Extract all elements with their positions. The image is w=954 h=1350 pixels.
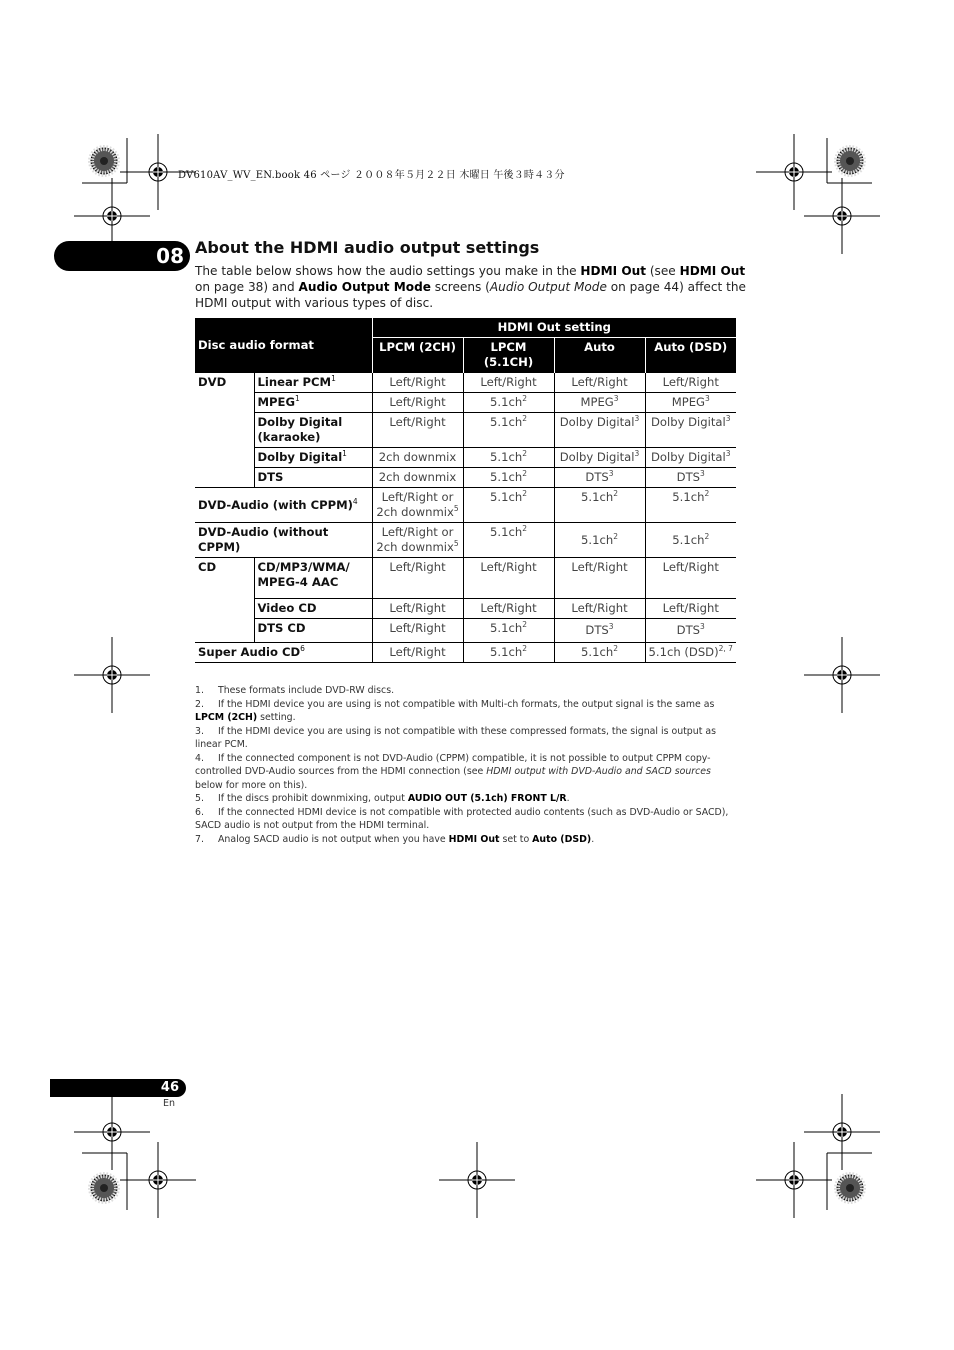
star-target-bottom-right (837, 1175, 863, 1201)
row-format: DTS (254, 468, 372, 488)
row-format: Dolby Digital (karaoke) (254, 413, 372, 448)
header-auto: Auto (554, 338, 645, 373)
footnotes (195, 684, 741, 846)
cell-value: Left/Right or 2ch downmix$^5$ (372, 488, 463, 523)
page-number-tab (50, 1079, 186, 1097)
table-row (195, 373, 736, 393)
cell-value: Left/Right (372, 393, 463, 413)
chapter-number: 08 (156, 244, 184, 268)
header-auto-dsd: Auto (DSD) (645, 338, 736, 373)
language-code: En (163, 1098, 176, 1109)
cell-value: Left/Right (372, 558, 463, 599)
table-row (195, 523, 736, 558)
reg-mark (439, 1142, 515, 1218)
cell-value: Dolby Digital$^3$ (554, 413, 645, 448)
cell-value: $5.1ch^2$ (554, 643, 645, 663)
table-row (195, 558, 736, 599)
footnote-4: 4. If the connected component is not DVD-Audio (CPPM) compatible, it is not possible to output CPPM copy-controlled DVD-Audio sources from the HDMI connection (see HDMI output with DVD-Audio and SACD sources below for more on this). (195, 752, 711, 791)
cell-value: DTS$^3$ (645, 468, 736, 488)
cell-value: Left/Right (645, 558, 736, 599)
row-format: Linear PCM$^1$ (254, 373, 372, 393)
cell-value: MPEG$^3$ (645, 393, 736, 413)
reg-mark (804, 637, 880, 713)
page-number: 46 (160, 1080, 179, 1095)
row-category: DVD (195, 373, 254, 488)
cell-value: $5.1ch^2$ (463, 619, 554, 643)
cell-value: DTS$^3$ (645, 619, 736, 643)
star-target-bottom-left (91, 1175, 117, 1201)
table-row (195, 488, 736, 523)
cell-value: 5.1ch (DSD)$^{2, 7}$ (645, 643, 736, 663)
cell-value: Left/Right (554, 599, 645, 619)
cell-value: DTS$^3$ (554, 619, 645, 643)
cell-value: Left/Right (554, 558, 645, 599)
star-target-top-right (837, 148, 863, 174)
footnote-1: 1. These formats include DVD-RW discs. (195, 685, 395, 696)
row-category: CD (195, 558, 254, 643)
cell-value: Left/Right (372, 413, 463, 448)
cell-value: $5.1ch^2$ (554, 488, 645, 523)
row-category: DVD-Audio (without CPPM) (195, 523, 372, 558)
book-header-line: DV610AV_WV_EN.book 46 ページ ２００８年５月２２日 木曜日 午後３時４３分 (178, 170, 565, 181)
cell-value: Left/Right (554, 373, 645, 393)
cell-value: Left/Right (372, 619, 463, 643)
cell-value: Left/Right (372, 599, 463, 619)
table-row (195, 448, 736, 468)
reg-mark (804, 178, 880, 254)
table-row (195, 619, 736, 643)
row-category: Super Audio $CD^6$ (195, 643, 372, 663)
cell-value: Left/Right (463, 373, 554, 393)
reg-mark (74, 1094, 150, 1170)
cell-value: $5.1ch^2$ (463, 643, 554, 663)
footnote-2: 2. If the HDMI device you are using is not compatible with Multi-ch formats, the output signal is the same as LPCM (2CH) setting. (195, 698, 715, 723)
row-format: CD/MP3/WMA/ MPEG-4 AAC (254, 558, 372, 599)
cell-value: Left/Right (645, 599, 736, 619)
cell-value: $5.1ch^2$ (463, 448, 554, 468)
cell-value: $5.1ch^2$ (463, 468, 554, 488)
table-row (195, 599, 736, 619)
table-row (195, 643, 736, 663)
hdmi-audio-table (195, 318, 736, 663)
section-title: About the HDMI audio output settings (195, 238, 540, 257)
cell-value: $5.1ch^2$ (463, 488, 554, 523)
row-format: MPEG$^1$ (254, 393, 372, 413)
row-category: DVD-Audio (with CPPM)$^4$ (195, 488, 372, 523)
cell-value: Left/Right (645, 373, 736, 393)
cell-value: $5.1ch^2$ (463, 413, 554, 448)
chapter-tab (54, 241, 190, 271)
cell-value: Left/Right (463, 558, 554, 599)
cell-value: Dolby Digital$^3$ (645, 448, 736, 468)
cell-value: Left/Right (463, 599, 554, 619)
reg-mark (756, 134, 832, 210)
cell-value: $5.1ch^2$ (463, 523, 554, 558)
cell-value: Left/Right (372, 643, 463, 663)
cell-value: $5.1ch^2$ (645, 523, 736, 558)
footnote-6: 6. If the connected HDMI device is not compatible with protected audio contents (such as DVD-Audio or SACD), SACD audio is not output from the HDMI terminal. (195, 806, 729, 831)
cell-value: MPEG$^3$ (554, 393, 645, 413)
footnote-5: 5. If the discs prohibit downmixing, output AUDIO OUT (5.1ch) FRONT L/R. (195, 793, 570, 804)
table-row (195, 413, 736, 448)
intro-paragraph: The table below shows how the audio settings you make in the HDMI Out (see HDMI Out on page 38) and Audio Output Mode screens (Audio Output Mode on page 44) affect the HDMI output with various types of disc. (195, 264, 746, 310)
footnote-3: 3. If the HDMI device you are using is not compatible with these compressed formats, the signal is output as linear PCM. (195, 725, 716, 750)
reg-mark (120, 1142, 196, 1218)
cell-value: Dolby Digital$^3$ (645, 413, 736, 448)
table-row (195, 393, 736, 413)
cell-value: Dolby Digital$^3$ (554, 448, 645, 468)
cell-value: DTS$^3$ (554, 468, 645, 488)
cell-value: 2ch downmix (372, 468, 463, 488)
reg-mark (74, 637, 150, 713)
cell-value: $5.1ch^2$ (554, 523, 645, 558)
header-lpcm-2ch: LPCM (2CH) (372, 338, 463, 373)
row-format: Dolby Digital$^1$ (254, 448, 372, 468)
reg-mark (804, 1094, 880, 1170)
cell-value: Left/Right (372, 373, 463, 393)
header-disc-format: Disc audio format (195, 318, 372, 373)
cell-value: $5.1ch^2$ (645, 488, 736, 523)
row-format: Video CD (254, 599, 372, 619)
star-target-top-left (91, 148, 117, 174)
footnote-7: 7. Analog SACD audio is not output when you have HDMI Out set to Auto (DSD). (195, 833, 595, 845)
row-format: DTS CD (254, 619, 372, 643)
cell-value: $5.1ch^2$ (463, 393, 554, 413)
reg-mark (756, 1142, 832, 1218)
header-hdmi-setting: HDMI Out setting (372, 318, 736, 338)
table-row (195, 468, 736, 488)
cell-value: 2ch downmix (372, 448, 463, 468)
cell-value: Left/Right or 2ch downmix$^5$ (372, 523, 463, 558)
header-lpcm-51ch: LPCM (5.1CH) (463, 338, 554, 373)
